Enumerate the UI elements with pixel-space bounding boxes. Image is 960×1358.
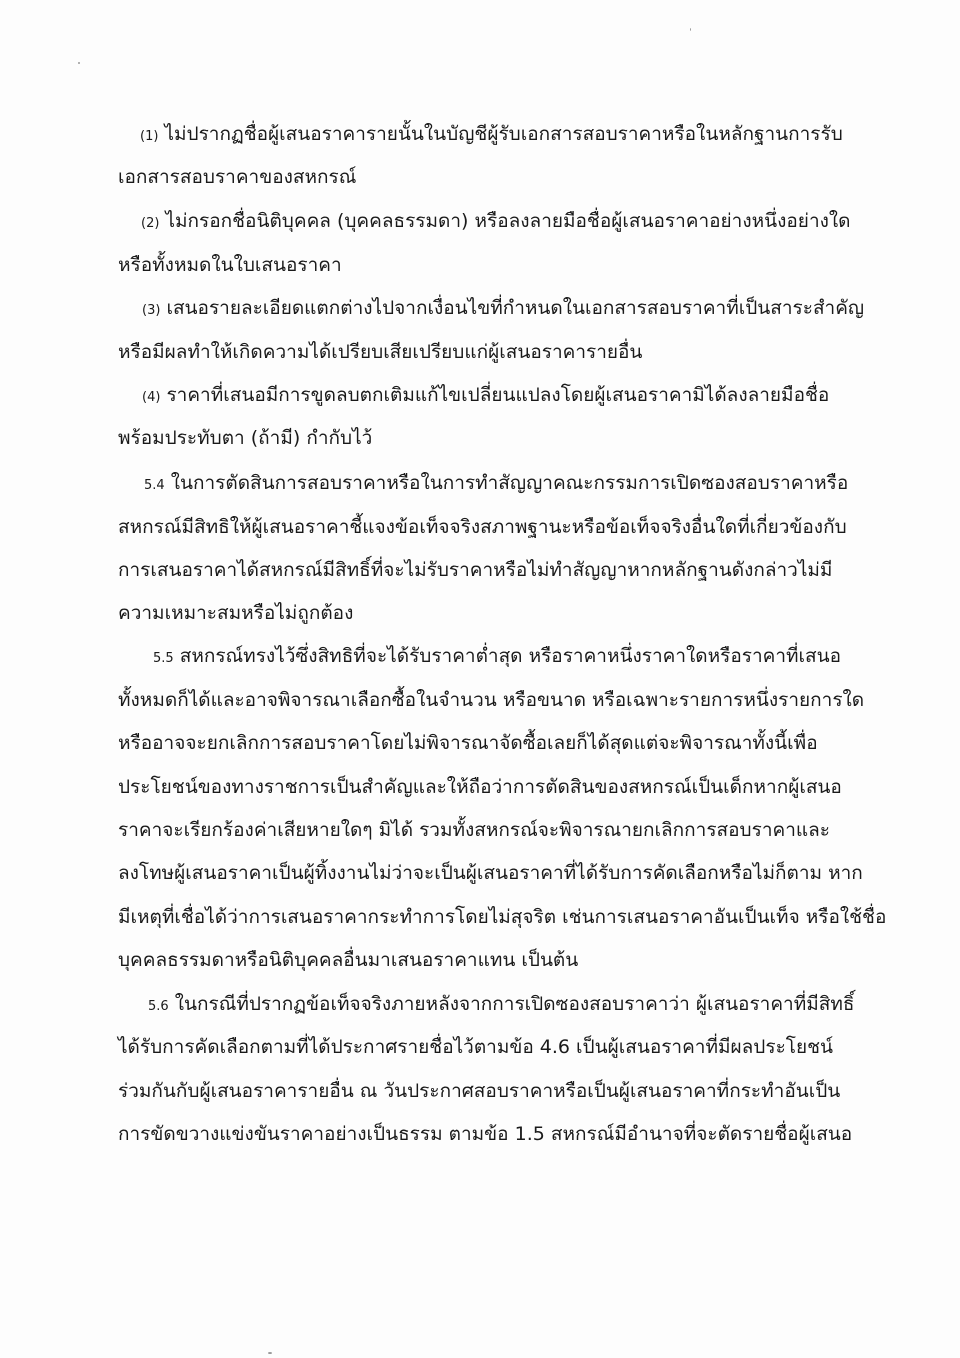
line-text: ราคาจะเรียกร้องค่าเสียหายใดๆ มิได้ รวมทั้งสหกรณ์จะพิจารณายกเลิกการสอบราคาและ — [118, 819, 830, 841]
line-text: เอกสารสอบราคาของสหกรณ์ — [118, 166, 357, 188]
text-line — [118, 252, 342, 281]
line-text: ไม่กรอกชื่อนิติบุคคล (บุคคลธรรมดา) หรือลงลายมือชื่อผู้เสนอราคาอย่างหนึ่งอย่างใด — [159, 210, 851, 232]
line-text: ในกรณีที่ปรากฏข้อเท็จจริงภายหลังจากการเปิดซองสอบราคาว่า ผู้เสนอราคาที่มีสิทธิ์ — [168, 993, 855, 1015]
line-text: ราคาที่เสนอมีการขูดลบตกเติมแก้ไขเปลี่ยนแปลงโดยผู้เสนอราคามิได้ลงลายมือชื่อ — [160, 384, 830, 406]
line-text: ทั้งหมดก็ได้และอาจพิจารณาเลือกซื้อในจำนวน หรือขนาด หรือเฉพาะรายการหนึ่งรายการใด — [118, 689, 865, 711]
item-number: 5.6 — [148, 999, 169, 1014]
text-line — [144, 470, 848, 499]
line-text: สหกรณ์ทรงไว้ซึ่งสิทธิที่จะได้รับราคาต่ำสุด หรือราคาหนึ่งราคาใดหรือราคาที่เสนอ — [173, 645, 842, 667]
item-number: (3) — [142, 303, 161, 318]
line-text: สหกรณ์มีสิทธิให้ผู้เสนอราคาชี้แจงข้อเท็จจริงสภาพฐานะหรือข้อเท็จจริงอื่นใดที่เกี่ยวข้องกับ — [118, 516, 847, 538]
line-text: ไม่ปรากฏชื่อผู้เสนอราคารายนั้นในบัญชีผู้รับเอกสารสอบราคาหรือในหลักฐานการรับ — [158, 123, 843, 145]
text-line — [118, 774, 842, 803]
text-line — [118, 904, 886, 933]
line-text: หรือมีผลทำให้เกิดความได้เปรียบเสียเปรียบแก่ผู้เสนอราคารายอื่น — [118, 341, 643, 363]
text-line — [118, 947, 578, 976]
scan-speck — [268, 1352, 272, 1354]
line-text: ในการตัดสินการสอบราคาหรือในการทำสัญญาคณะกรรมการเปิดซองสอบราคาหรือ — [164, 472, 849, 494]
text-line — [118, 1121, 852, 1150]
text-line — [118, 557, 832, 586]
text-line — [118, 339, 642, 368]
text-line — [118, 1034, 833, 1063]
scan-speck — [78, 62, 80, 64]
line-text: การเสนอราคาได้สหกรณ์มีสิทธิ์ที่จะไม่รับราคาหรือไม่ทำสัญญาหากหลักฐานดังกล่าวไม่มี — [118, 559, 833, 581]
line-text: เสนอรายละเอียดแตกต่างไปจากเงื่อนไขที่กำหนดในเอกสารสอบราคาที่เป็นสาระสำคัญ — [160, 297, 865, 319]
line-text: ประโยชน์ของทางราชการเป็นสำคัญและให้ถือว่าการตัดสินของสหกรณ์เป็นเด็กหากผู้เสนอ — [118, 776, 842, 798]
line-text: พร้อมประทับตา (ถ้ามี) กำกับไว้ — [118, 427, 373, 449]
text-line — [142, 295, 864, 324]
text-line — [118, 600, 353, 629]
line-text: ลงโทษผู้เสนอราคาเป็นผู้ทิ้งงานไม่ว่าจะเป็นผู้เสนอราคาที่ได้รับการคัดเลือกหรือไม่ก็ตาม หาก — [118, 862, 863, 884]
line-text: หรือทั้งหมดในใบเสนอราคา — [118, 254, 342, 276]
line-text: หรืออาจจะยกเลิกการสอบราคาโดยไม่พิจารณาจัดซื้อเลยก็ได้สุดแต่จะพิจารณาทั้งนี้เพื่อ — [118, 732, 818, 754]
text-line — [140, 121, 843, 150]
text-line — [118, 514, 847, 543]
line-text: ได้รับการคัดเลือกตามที่ได้ประกาศรายชื่อไว้ตามข้อ 4.6 เป็นผู้เสนอราคาที่มีผลประโยชน์ — [118, 1036, 833, 1058]
text-line — [118, 687, 864, 716]
line-text: มีเหตุที่เชื่อได้ว่าการเสนอราคากระทำการโดยไม่สุจริต เช่นการเสนอราคาอันเป็นเท็จ หรือใช้ชื่อ — [118, 906, 887, 928]
text-line — [118, 730, 818, 759]
line-text: การขัดขวางแข่งขันราคาอย่างเป็นธรรม ตามข้อ 1.5 สหกรณ์มีอำนาจที่จะตัดรายชื่อผู้เสนอ — [118, 1123, 853, 1145]
text-line — [153, 643, 841, 672]
item-number: (1) — [140, 129, 159, 144]
item-number: (4) — [142, 390, 161, 405]
text-line — [118, 860, 863, 889]
item-number: 5.4 — [144, 478, 165, 493]
text-line — [148, 991, 855, 1020]
text-line — [118, 817, 830, 846]
text-line — [118, 164, 356, 193]
text-line — [118, 425, 372, 454]
item-number: 5.5 — [153, 651, 174, 666]
item-number: (2) — [141, 216, 160, 231]
text-line — [118, 1078, 840, 1107]
text-line — [141, 208, 851, 237]
line-text: ร่วมกันกับผู้เสนอราคารายอื่น ณ วันประกาศสอบราคาหรือเป็นผู้เสนอราคาที่กระทำอันเป็น — [118, 1080, 841, 1102]
text-line — [142, 382, 829, 411]
scan-speck — [690, 28, 691, 31]
line-text: บุคคลธรรมดาหรือนิติบุคคลอื่นมาเสนอราคาแทน เป็นต้น — [118, 949, 579, 971]
line-text: ความเหมาะสมหรือไม่ถูกต้อง — [118, 602, 354, 624]
